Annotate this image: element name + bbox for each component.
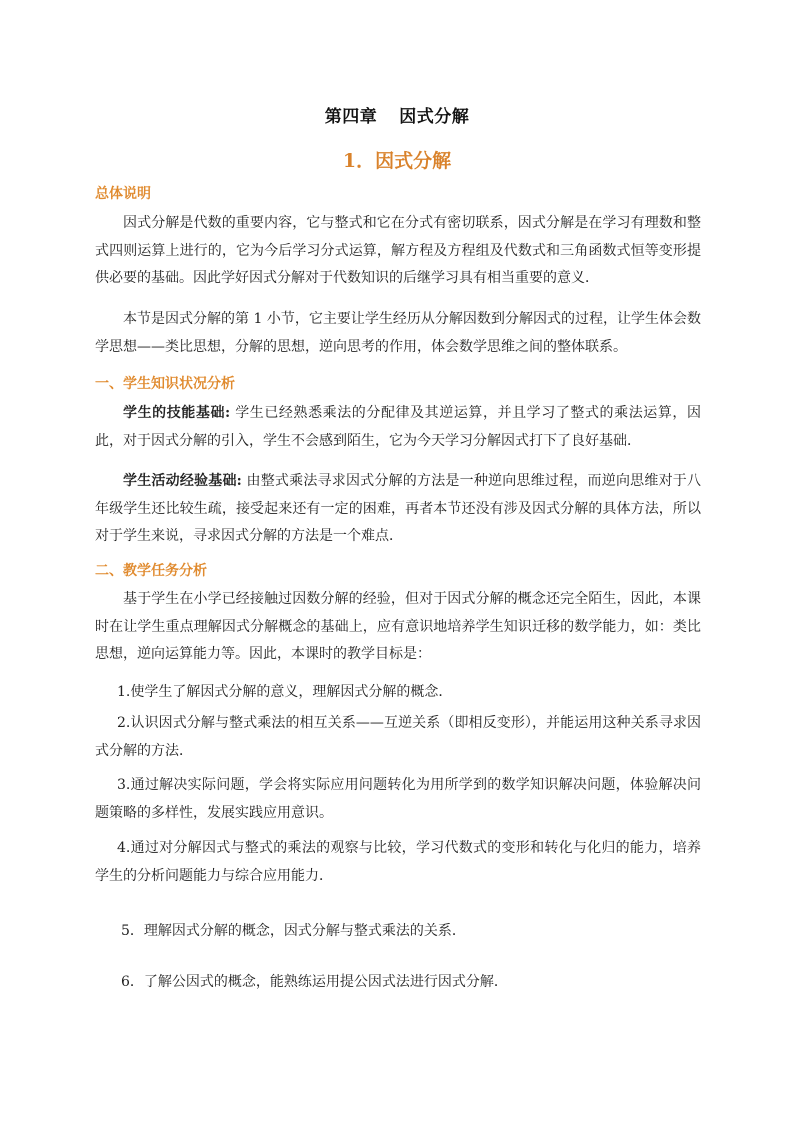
objective-item-5: 5．理解因式分解的概念，因式分解与整式乘法的关系．: [121, 923, 466, 939]
section-title: 1．因式分解: [342, 150, 452, 172]
objective-item-3: 3.通过解决实际问题，学会将实际应用问题转化为用所学到的数学知识解决问题，体验解决问题策略的多样性，发展实践应用意识。: [95, 777, 701, 821]
overview-paragraph-2: 本节是因式分解的第 1 小节，它主要让学生经历从分解因数到分解因式的过程，让学生体会数学思想——类比思想，分解的思想，逆向思考的作用，体会数学思维之间的整体联系。: [95, 311, 701, 355]
activity-experience-label: 学生活动经验基础:: [123, 473, 242, 489]
task-analysis-intro: 基于学生在小学已经接触过因数分解的经验，但对于因式分解的概念还完全陌生，因此，本课时在让学生重点理解因式分解概念的基础上，应有意识地培养学生知识迁移的数学能力，如：类比思想，逆向运算能力等。因此，本课时的教学目标是：: [95, 591, 701, 662]
objective-item-6: 6．了解公因式的概念，能熟练运用提公因式法进行因式分解．: [121, 974, 508, 990]
objective-item-1: 1.使学生了解因式分解的意义，理解因式分解的概念．: [117, 684, 453, 700]
task-analysis-heading: 二、教学任务分析: [95, 563, 207, 579]
objective-item-2: 2.认识因式分解与整式乘法的相互关系——互逆关系（即相反变形），并能运用这种关系寻求因式分解的方法．: [95, 715, 701, 759]
objective-item-4: 4.通过对分解因式与整式的乘法的观察与比较，学习代数式的变形和转化与化归的能力，培养学生的分析问题能力与综合应用能力．: [95, 840, 701, 884]
overview-paragraph-1: 因式分解是代数的重要内容，它与整式和它在分式有密切联系，因式分解是在学习有理数和整式四则运算上进行的，它为今后学习分式运算，解方程及方程组及代数式和三角函数式恒等变形提供必要的基础。因此学好因式分解对于代数知识的后继学习具有相当重要的意义．: [95, 215, 701, 286]
skill-foundation-label: 学生的技能基础:: [123, 405, 231, 421]
overview-heading: 总体说明: [95, 186, 151, 202]
activity-experience-paragraph: [95, 468, 701, 551]
skill-foundation-paragraph: [95, 400, 701, 455]
skill-foundation-text: 学生已经熟悉乘法的分配律及其逆运算，并且学习了整式的乘法运算，因此，对于因式分解的引入，学生不会感到陌生，它为今天学习分解因式打下了良好基础．: [95, 405, 701, 449]
chapter-title: [0, 102, 794, 127]
chapter-number: 第四章: [324, 107, 378, 127]
chapter-name: 因式分解: [399, 107, 470, 127]
student-analysis-heading: 一、学生知识状况分析: [95, 376, 235, 392]
activity-experience-text: 由整式乘法寻求因式分解的方法是一种逆向思维过程，而逆向思维对于八年级学生还比较生疏，接受起来还有一定的困难，再者本节还没有涉及因式分解的具体方法，所以对于学生来说，寻求因式分解的方法是一个难点．: [95, 473, 701, 544]
